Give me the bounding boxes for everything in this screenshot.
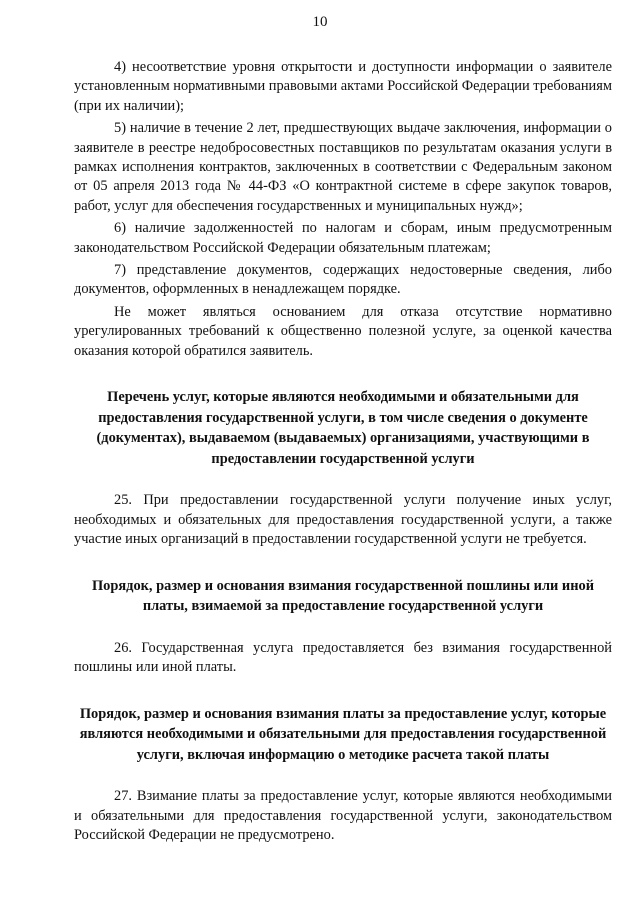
list-item-4: 4) несоответствие уровня открытости и доступности информации о заявителе установленным нормативными правовыми актами Российской Федерации требованиям (при их наличии); (74, 59, 612, 114)
page-number: 10 (312, 14, 328, 30)
section-heading-required-services: Перечень услуг, которые являются необходимыми и обязательными для предоставления государственной услуги, в том числе сведения о документе (документах), выдаваемом (выдаваемых) организациями, участвующими в предоставлении государственной услуги (96, 389, 590, 467)
paragraph-27: 27. Взимание платы за предоставление услуг, которые являются необходимыми и обязательными для предоставления государственной услуги, законодательством Российской Федерации не предусмотрено. (74, 788, 612, 844)
refusal-note-paragraph: Не может являться основанием для отказа отсутствие нормативно урегулированных требований к общественно полезной услуге, за оценкой качества оказания которой обратился заявитель. (74, 303, 612, 359)
list-item-7: 7) представление документов, содержащих недостоверные сведения, либо документов, оформленных в ненадлежащем порядке. (74, 262, 612, 298)
section-heading-service-fee: Порядок, размер и основания взимания платы за предоставление услуг, которые являются необходимыми и обязательными для предоставления государственной услуги, включая информацию о методике расчета такой платы (79, 705, 607, 763)
list-item-6: 6) наличие задолженностей по налогам и сборам, иным предусмотренным законодательством Российской Федерации обязательным платежам; (74, 220, 612, 256)
paragraph-26: 26. Государственная услуга предоставляется без взимания государственной пошлины или иной платы. (74, 639, 612, 676)
document-body (74, 58, 612, 846)
section-heading-state-fee: Порядок, размер и основания взимания государственной пошлины или иной платы, взимаемой за предоставление государственной услуги (91, 577, 595, 615)
paragraph-25: 25. При предоставлении государственной услуги получение иных услуг, необходимых и обязательных для предоставления государственной услуги, а также участие иных организаций в предоставлении государственной услуги не требуется. (74, 492, 612, 548)
list-item-5: 5) наличие в течение 2 лет, предшествующих выдаче заключения, информации о заявителе в реестре недобросовестных поставщиков по результатам оказания услуги в рамках исполнения контрактов, заключенных в соответствии с Федеральным законом от 05 апреля 2013 года № 44-ФЗ «О контрактной системе в сфере закупок товаров, работ, услуг для обеспечения государственных и муниципальных нужд»; (74, 120, 612, 214)
